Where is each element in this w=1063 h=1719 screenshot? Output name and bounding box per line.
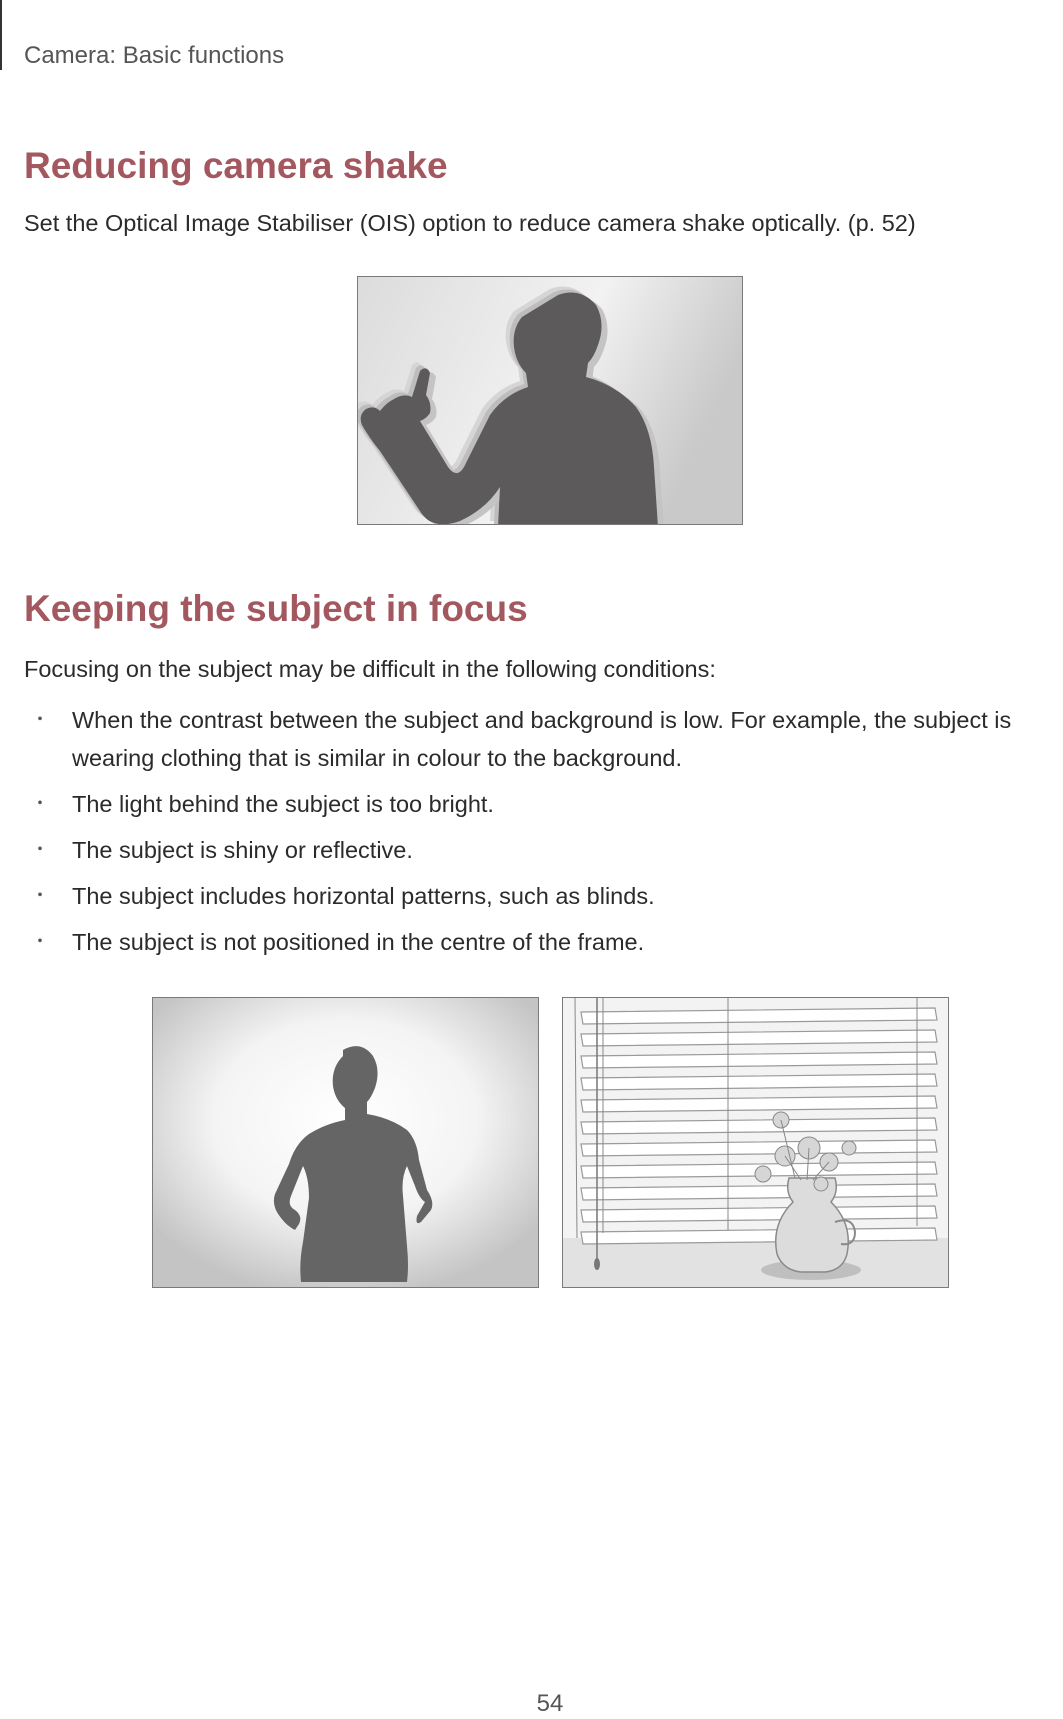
blinds-illustration	[562, 997, 949, 1288]
focus-conditions-list	[24, 701, 1063, 969]
list-item: ・ When the contrast between the subject and background is low. For example, the subject is wearing clothing that is similar in colour to the background.	[24, 701, 1063, 777]
heading-reducing-camera-shake: Reducing camera shake	[24, 145, 448, 186]
bullet-icon: ・	[30, 793, 50, 815]
heading-keeping-subject-in-focus: Keeping the subject in focus	[24, 588, 528, 629]
ois-paragraph: Set the Optical Image Stabiliser (OIS) option to reduce camera shake optically. (p. 52)	[24, 210, 916, 236]
focus-intro: Focusing on the subject may be difficult in the following conditions:	[24, 656, 716, 682]
bullet-icon: ・	[30, 709, 50, 731]
list-item: ・ The subject is not positioned in the centre of the frame.	[24, 923, 1063, 961]
bullet-icon: ・	[30, 931, 50, 953]
list-item: ・ The subject includes horizontal patterns, such as blinds.	[24, 877, 1063, 915]
corner-rule	[0, 0, 2, 70]
backlit-subject-illustration	[152, 997, 539, 1288]
bullet-icon: ・	[30, 885, 50, 907]
running-header: Camera: Basic functions	[24, 42, 285, 69]
bullet-icon: ・	[30, 839, 50, 861]
camera-shake-illustration	[357, 276, 743, 525]
list-item: ・ The subject is shiny or reflective.	[24, 831, 1063, 869]
page-number: 54	[536, 1690, 564, 1717]
list-item: ・ The light behind the subject is too bright.	[24, 785, 1063, 823]
